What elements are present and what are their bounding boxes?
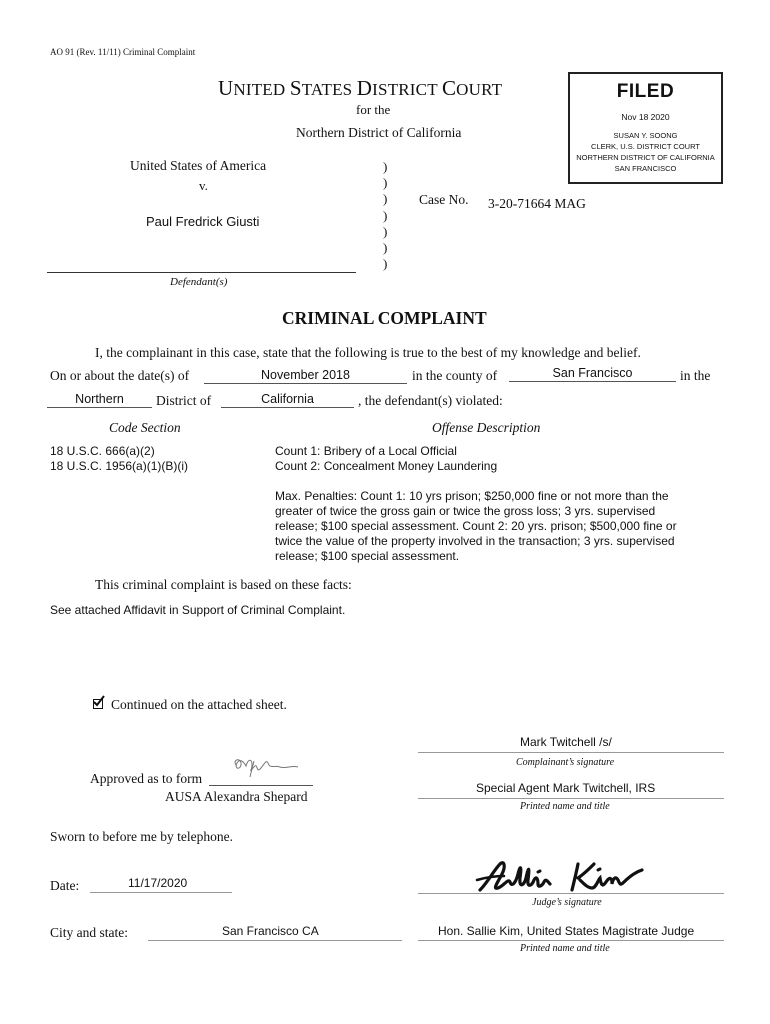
form-header: AO 91 (Rev. 11/11) Criminal Complaint <box>50 47 196 57</box>
versus-label: v. <box>199 178 208 193</box>
case-number-label: Case No. <box>419 192 469 207</box>
court-district: Northern District of California <box>296 125 462 140</box>
city-state-line <box>148 940 402 941</box>
caption-parentheses: ) ) ) ) ) ) ) <box>383 159 388 272</box>
judge-printed-name: Hon. Sallie Kim, United States Magistrate Judge <box>438 924 695 938</box>
complainant-signature-line <box>418 752 724 753</box>
complainant-printed-caption: Printed name and title <box>520 801 610 812</box>
judge-printed-caption: Printed name and title <box>520 943 610 954</box>
aus-initials-signature <box>228 753 302 779</box>
violated-label: , the defendant(s) violated: <box>358 393 503 408</box>
court-title: UNITED STATES DISTRICT COURT <box>218 76 503 100</box>
filed-stamp-clerk: SUSAN Y. SOONG CLERK, U.S. DISTRICT COURT NORTHERN DISTRICT OF CALIFORNIA SAN FRANCISCO <box>576 131 715 173</box>
plaintiff-name: United States of America <box>130 158 267 173</box>
defendants-label: Defendant(s) <box>170 276 228 288</box>
intro-statement: I, the complainant in this case, state that the following is true to the best of my knowledge and belief. <box>95 345 641 360</box>
defendant-name: Paul Fredrick Giusti <box>146 214 260 229</box>
penalties-line-4: twice the value of the property involved in the transaction; 3 yrs. supervised <box>275 534 675 548</box>
complainant-printed-name: Special Agent Mark Twitchell, IRS <box>476 781 656 795</box>
penalties-line-2: greater of twice the gross gain or twice the gross loss; 3 yrs. supervised <box>275 504 656 518</box>
city-state-value: San Francisco CA <box>222 924 319 938</box>
date-value: 11/17/2020 <box>128 876 188 890</box>
state-field: California <box>221 392 354 408</box>
complainant-signature-caption: Complainant’s signature <box>516 757 615 768</box>
count-2: Count 2: Concealment Money Laundering <box>275 459 498 473</box>
for-the-label: for the <box>356 102 391 117</box>
document-title: CRIMINAL COMPLAINT <box>282 308 487 328</box>
approved-label: Approved as to form <box>90 771 203 786</box>
offense-description-header: Offense Description <box>432 420 541 435</box>
filed-stamp <box>568 72 723 184</box>
county-field: San Francisco <box>509 366 676 382</box>
penalties-line-5: release; $100 special assessment. <box>275 549 460 563</box>
date-line <box>90 892 232 893</box>
date-line-prefix: On or about the date(s) of <box>50 368 190 383</box>
complainant-printed-line <box>418 798 724 799</box>
district-field: Northern <box>47 392 152 408</box>
county-label: in the county of <box>412 368 498 383</box>
checkmark-icon <box>92 695 106 708</box>
complainant-signature: Mark Twitchell /s/ <box>520 735 612 749</box>
code-section-header: Code Section <box>109 420 181 435</box>
count-1: Count 1: Bribery of a Local Official <box>275 444 457 458</box>
date-label: Date: <box>50 878 80 893</box>
penalties-line-1: Max. Penalties: Count 1: 10 yrs prison; $250,000 fine or not more than the <box>275 489 669 503</box>
judge-signature-caption: Judge’s signature <box>532 897 602 908</box>
sworn-statement: Sworn to before me by telephone. <box>50 829 233 844</box>
district-of-label: District of <box>156 393 212 408</box>
continued-label: Continued on the attached sheet. <box>111 697 287 712</box>
penalties-line-3: release; $100 special assessment. Count 2: 20 yrs. prison; $500,000 fine or <box>275 519 677 533</box>
defendant-underline <box>47 272 356 273</box>
filed-stamp-date: Nov 18 2020 <box>621 112 670 122</box>
code-section-2: 18 U.S.C. 1956(a)(1)(B)(i) <box>50 459 189 473</box>
in-the-label: in the <box>680 368 711 383</box>
approval-line <box>209 785 313 786</box>
judge-printed-line <box>418 940 724 941</box>
facts-intro: This criminal complaint is based on these facts: <box>95 577 352 592</box>
case-number: 3-20-71664 MAG <box>488 196 586 211</box>
city-state-label: City and state: <box>50 925 128 940</box>
code-section-1: 18 U.S.C. 666(a)(2) <box>50 444 155 458</box>
judge-signature-line <box>418 893 724 894</box>
continued-checkbox[interactable] <box>93 699 103 709</box>
filed-stamp-title: FILED <box>616 81 675 102</box>
approver-name: AUSA Alexandra Shepard <box>165 789 308 804</box>
offense-date-field: November 2018 <box>204 368 407 384</box>
facts-text: See attached Affidavit in Support of Criminal Complaint. <box>50 603 346 617</box>
